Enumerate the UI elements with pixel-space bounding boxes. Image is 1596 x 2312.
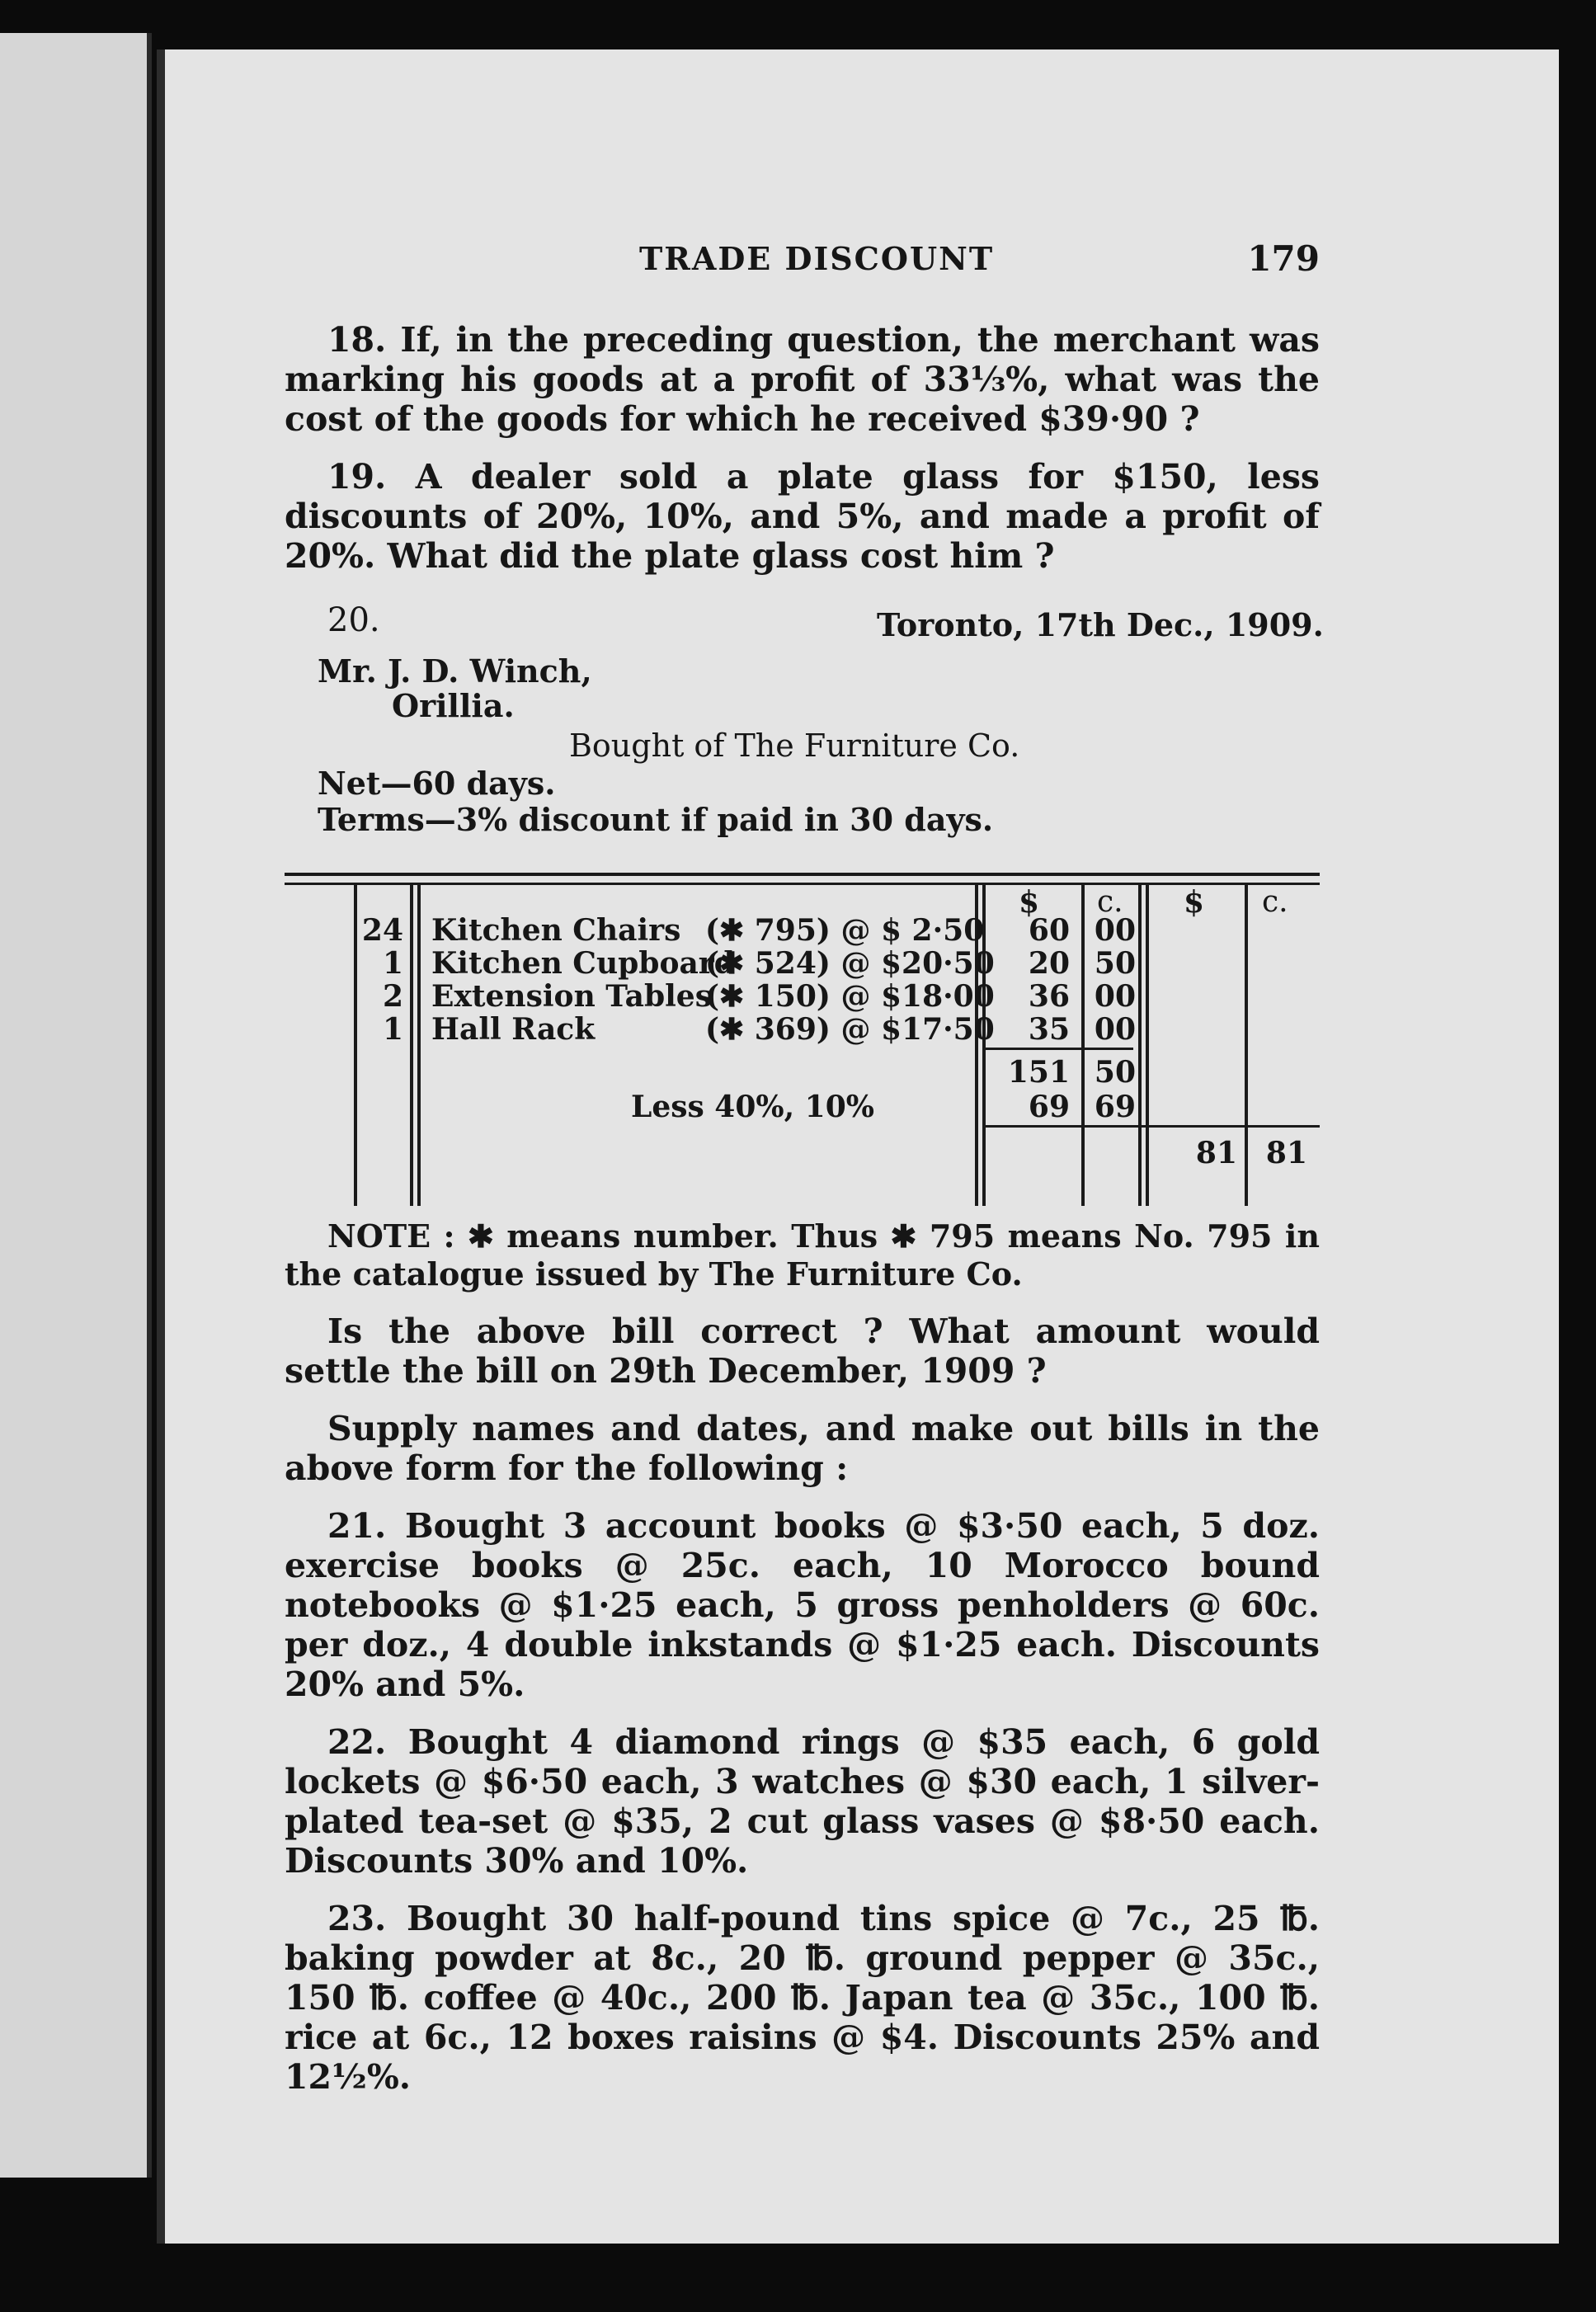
row-ref: (✱ 524) @ $20·50 — [705, 946, 995, 981]
bill-question: Is the above bill correct ? What amount would settle the bill on 29th December, 1909 ? — [285, 1311, 1320, 1391]
book-page — [157, 49, 1559, 2244]
table-top-rule-2 — [285, 883, 1320, 885]
cents-divider — [1138, 884, 1142, 1206]
less-discount-label: Less 40%, 10% — [631, 1090, 874, 1124]
header-cents-2: c. — [1262, 885, 1288, 919]
bill-discount-terms: Terms—3% discount if paid in 30 days. — [318, 801, 994, 838]
dollars-divider — [1081, 884, 1085, 1206]
bill-customer-name: Mr. J. D. Winch, — [318, 652, 592, 690]
question-18-text: If, in the preceding question, the merchant was marking his goods at a profit of 33⅓%, what was the cost of the goods for which he received $39·90 ? — [285, 320, 1320, 439]
row-cents: 50 — [1094, 946, 1136, 981]
row-qty: 24 — [361, 913, 403, 948]
row-dollars: 60 — [1028, 913, 1070, 948]
row-dollars: 35 — [1028, 1012, 1070, 1047]
qty-divider-left — [354, 884, 357, 1206]
question-23: 23. Bought 30 half-pound tins spice @ 7c., 25 ℔. baking powder at 8c., 20 ℔. ground pepper @ 35c., 150 ℔. coffee @ 40c., 200 ℔. Japan tea @ 35c., 100 ℔. rice at 6c., 12 boxes raisins @ $4. Discounts 25% and 12½%. — [285, 1899, 1320, 2097]
qty-divider — [410, 884, 413, 1206]
question-21: 21. Bought 3 account books @ $3·50 each, 5 doz. exercise books @ 25c. each, 10 Morocco bound notebooks @ $1·25 each, 5 gross penholders @ 60c. per doz., 4 double inkstands @ $1·25 each. Discounts 20% and 5%. — [285, 1506, 1320, 1704]
total-dollars-divider — [1245, 884, 1248, 1206]
subtotal-cents: 50 — [1094, 1055, 1136, 1090]
row-dollars: 20 — [1028, 946, 1070, 981]
row-qty: 1 — [382, 1012, 403, 1047]
page-header — [285, 239, 1320, 289]
question-18-number: 18. — [327, 320, 387, 360]
total-cents: 81 — [1265, 1136, 1307, 1170]
row-ref: (✱ 369) @ $17·50 — [705, 1012, 995, 1047]
bill-number: 20. — [327, 601, 380, 639]
page-content — [285, 238, 1324, 2115]
note-label: NOTE : — [327, 1217, 455, 1255]
less-cents: 69 — [1094, 1090, 1136, 1124]
question-18 — [285, 320, 1320, 439]
subtotal-rule — [986, 1048, 1133, 1050]
note-text: ✱ means number. Thus ✱ 795 means No. 795 in the catalogue issued by The Furniture Co. — [285, 1217, 1320, 1293]
row-item: Kitchen Cupboard — [431, 946, 735, 981]
row-item: Kitchen Chairs — [431, 913, 681, 948]
row-qty: 1 — [382, 946, 403, 981]
question-19-text: A dealer sold a plate glass for $150, less discounts of 20%, 10%, and 5%, and made a profit of 20%. What did the plate glass cost him ? — [285, 457, 1320, 576]
row-cents: 00 — [1094, 1012, 1136, 1047]
total-rule — [986, 1125, 1320, 1128]
cents-divider-double — [1146, 884, 1149, 1206]
total-dollars: 81 — [1195, 1136, 1237, 1170]
supply-instructions: Supply names and dates, and make out bills in the above form for the following : — [285, 1409, 1320, 1488]
question-19 — [285, 457, 1320, 576]
header-dollars-2: $ — [1184, 885, 1205, 920]
row-item: Extension Tables — [431, 979, 712, 1014]
facing-page-edge — [0, 33, 152, 2178]
row-ref: (✱ 150) @ $18·00 — [705, 979, 995, 1014]
bill-net-terms: Net—60 days. — [318, 765, 556, 802]
qty-divider-double — [417, 884, 421, 1206]
bill-heading — [285, 600, 1324, 864]
bill-seller: Bought of The Furniture Co. — [569, 728, 1020, 764]
row-cents: 00 — [1094, 979, 1136, 1014]
question-19-number: 19. — [327, 457, 387, 497]
bill-place-date: Toronto, 17th Dec., 1909. — [877, 606, 1324, 643]
row-dollars: 36 — [1028, 979, 1070, 1014]
bill-table — [285, 873, 1320, 1203]
row-qty: 2 — [382, 979, 403, 1014]
question-22: 22. Bought 4 diamond rings @ $35 each, 6 gold lockets @ $6·50 each, 3 watches @ $30 each, 1 silver-plated tea-set @ $35, 2 cut glass vases @ $8·50 each. Discounts 30% and 10%. — [285, 1722, 1320, 1881]
subtotal-dollars: 151 — [1007, 1055, 1070, 1090]
less-dollars: 69 — [1028, 1090, 1070, 1124]
note — [285, 1217, 1320, 1293]
table-top-rule — [285, 873, 1320, 876]
row-item: Hall Rack — [431, 1012, 596, 1047]
page-number: 179 — [1247, 238, 1320, 279]
header-dollars-1: $ — [1019, 885, 1040, 920]
bill-customer-city: Orillia. — [392, 687, 515, 724]
row-cents: 00 — [1094, 913, 1136, 948]
running-title: TRADE DISCOUNT — [639, 240, 995, 277]
row-ref: (✱ 795) @ $ 2·50 — [705, 913, 985, 948]
header-cents-1: c. — [1097, 885, 1123, 919]
